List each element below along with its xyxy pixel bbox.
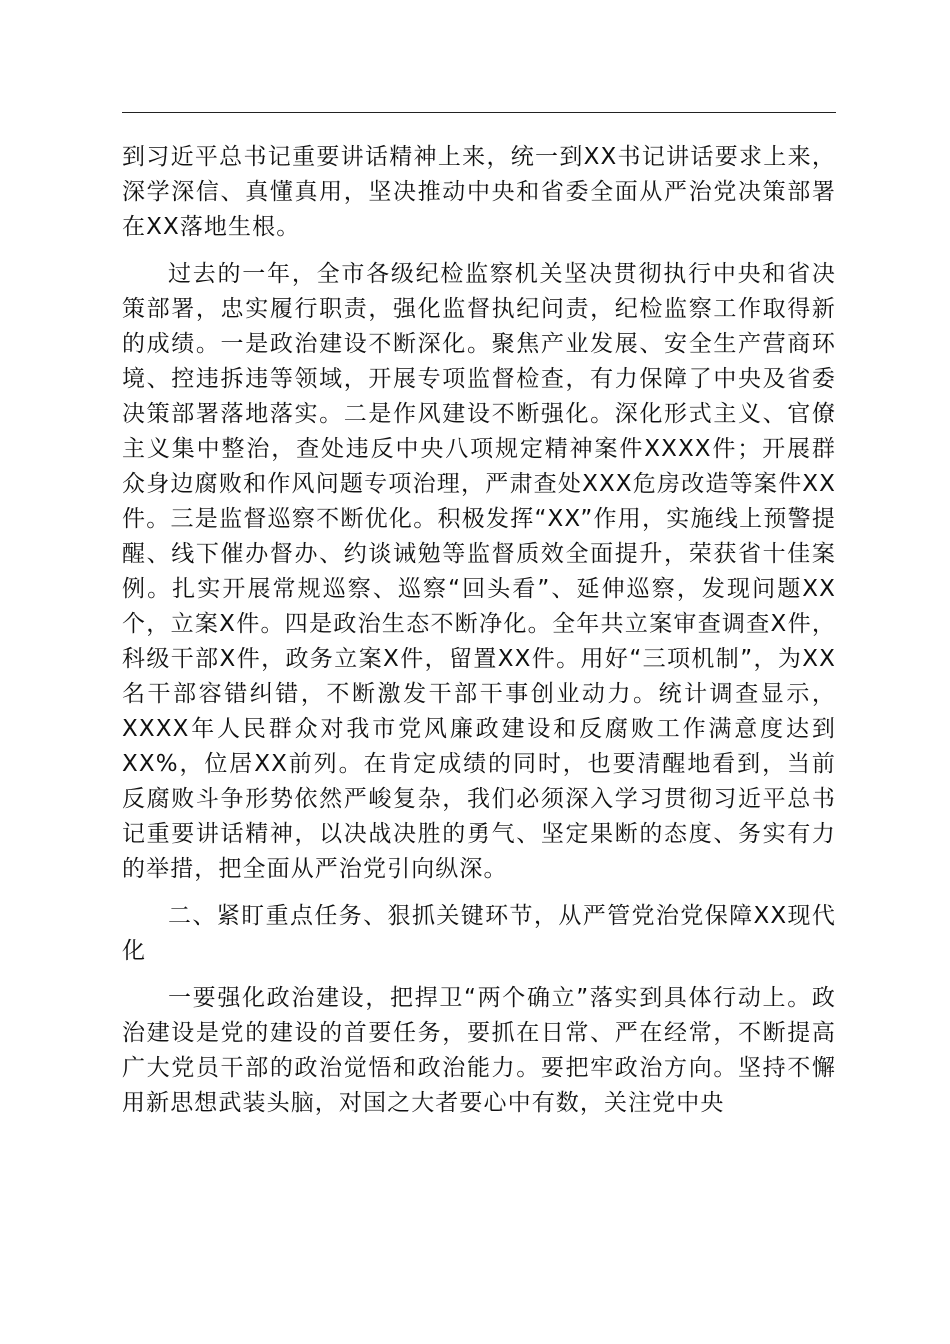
paragraph-political-construction: 一要强化政治建设，把捍卫“两个确立”落实到具体行动上。政治建设是党的建设的首要任务，要抓在日常、严在经常，不断提高广大党员干部的政治觉悟和政治能力。要把牢政治方向。坚持不懈用新思想武装头脑，对国之大者要心中有数，关注党中央 [122, 985, 836, 1116]
paragraph-past-year-summary: 过去的一年，全市各级纪检监察机关坚决贯彻执行中央和省决策部署，忠实履行职责，强化监督执纪问责，纪检监察工作取得新的成绩。一是政治建设不断深化。聚焦产业发展、安全生产营商环境、控违拆违等领域，开展专项监督检查，有力保障了中央及省委决策部署落地落实。二是作风建设不断强化。深化形式主义、官僚主义集中整治，查处违反中央八项规定精神案件XXXX件；开展群众身边腐败和作风问题专项治理，严肃查处XXX危房改造等案件XX件。三是监督巡察不断优化。积极发挥“XX”作用，实施线上预警提醒、线下催办督办、约谈诫勉等监督质效全面提升，荣获省十佳案例。扎实开展常规巡察、巡察“回头看”、延伸巡察，发现问题XX个，立案X件。四是政治生态不断净化。全年共立案审查调查X件，科级干部X件，政务立案X件，留置XX件。用好“三项机制”，为XX名干部容错纠错，不断激发干部干事创业动力。统计调查显示，XXXX年人民群众对我市党风廉政建设和反腐败工作满意度达到XX%，位居XX前列。在肯定成绩的同时，也要清醒地看到，当前反腐败斗争形势依然严峻复杂，我们必须深入学习贯彻习近平总书记重要讲话精神，以决战决胜的勇气、坚定果断的态度、务实有力的举措，把全面从严治党引向纵深。 [122, 261, 836, 882]
paragraph-continuation: 到习近平总书记重要讲话精神上来，统一到XX书记讲话要求上来，深学深信、真懂真用，坚决推动中央和省委全面从严治党决策部署在XX落地生根。 [122, 144, 836, 240]
header-divider [122, 112, 836, 113]
document-body [122, 140, 836, 1121]
section-heading-2: 二、紧盯重点任务、狠抓关键环节，从严管党治党保障XX现代化 [122, 903, 836, 964]
